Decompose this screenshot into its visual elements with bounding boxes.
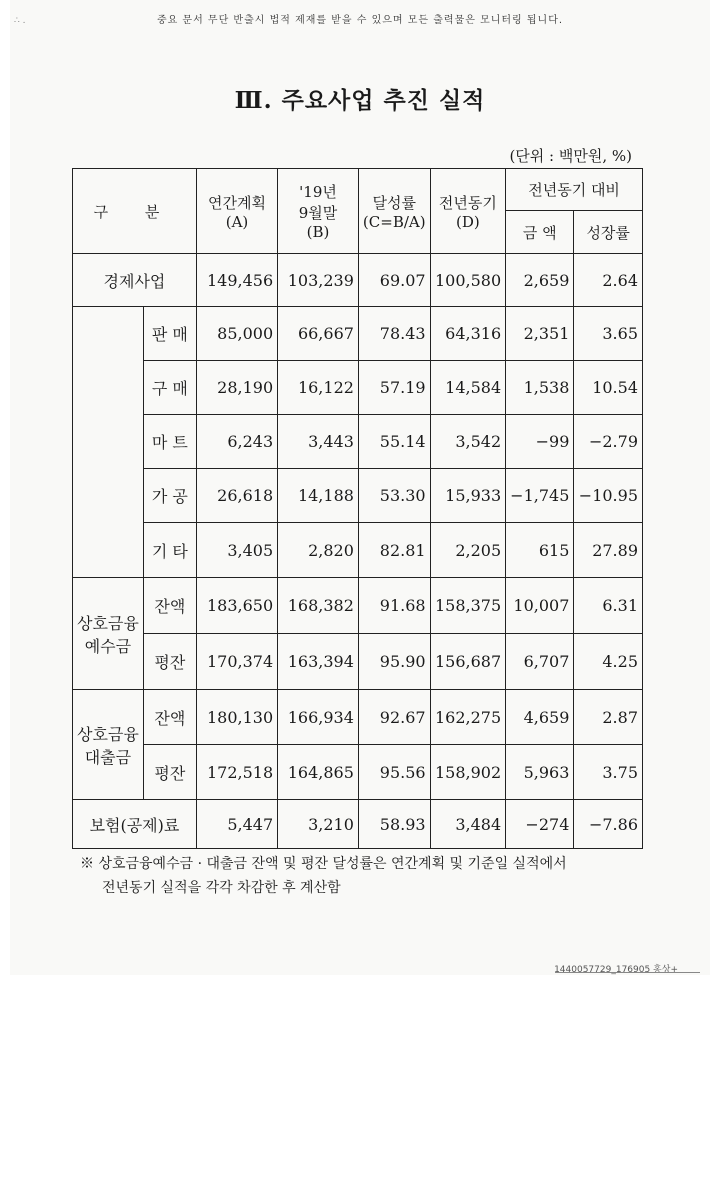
header-rate: 달성률 (C=B/A) — [358, 169, 430, 254]
header-current: '19년 9월말 (B) — [278, 169, 359, 254]
confidential-notice: 중요 문서 무단 반출시 법적 제재를 받을 수 있으며 모든 출력물은 모니터링 됩니다. — [156, 15, 564, 26]
header-prev: 전년동기 (D) — [430, 169, 506, 254]
footnote-line-1: ※ 상호금융예수금 · 대출금 잔액 및 평잔 달성률은 연간계획 및 기준일 실적에서 — [80, 856, 567, 872]
unit-label: (단위 : 백만원, %) — [509, 147, 632, 165]
table-row: 가 공 26,618 14,188 53.30 15,933 −1,745 −10.95 — [73, 469, 643, 523]
deposit-group-label: 상호금융 예수금 — [73, 578, 144, 690]
footer-divider — [555, 972, 700, 973]
table-row: 상호금융 예수금 잔액 183,650 168,382 91.68 158,375 10,007 6.31 — [73, 578, 643, 634]
table-header-row — [73, 169, 643, 211]
header-plan: 연간계획 (A) — [196, 169, 277, 254]
performance-table — [72, 168, 643, 849]
header-growth: 성장률 — [574, 211, 643, 254]
table-row: 평잔 172,518 164,865 95.56 158,902 5,963 3.75 — [73, 745, 643, 800]
footnote — [80, 852, 660, 900]
header-category: 구 분 — [73, 169, 197, 254]
table-row: 경제사업 149,456 103,239 69.07 100,580 2,659 2.64 — [73, 254, 643, 307]
loan-group-label: 상호금융 대출금 — [73, 690, 144, 800]
scan-mark: ∴ . — [14, 16, 26, 26]
page-title: Ⅲ. 주요사업 추진 실적 — [234, 87, 486, 114]
econ-indent — [73, 307, 144, 578]
table-row: 구 매 28,190 16,122 57.19 14,584 1,538 10.54 — [73, 361, 643, 415]
table-row: 평잔 170,374 163,394 95.90 156,687 6,707 4.25 — [73, 634, 643, 690]
document-id: 1440057729_176905 홍상+ — [554, 965, 678, 975]
footnote-line-2: 전년동기 실적을 각각 차감한 후 계산함 — [102, 880, 341, 896]
table-row: 보험(공제)료 5,447 3,210 58.93 3,484 −274 −7.86 — [73, 800, 643, 849]
header-amount: 금 액 — [506, 211, 574, 254]
table-row: 마 트 6,243 3,443 55.14 3,542 −99 −2.79 — [73, 415, 643, 469]
table-row: 판 매 85,000 66,667 78.43 64,316 2,351 3.65 — [73, 307, 643, 361]
table-row: 기 타 3,405 2,820 82.81 2,205 615 27.89 — [73, 523, 643, 578]
header-compare: 전년동기 대비 — [506, 169, 643, 211]
table-row: 상호금융 대출금 잔액 180,130 166,934 92.67 162,275 4,659 2.87 — [73, 690, 643, 745]
